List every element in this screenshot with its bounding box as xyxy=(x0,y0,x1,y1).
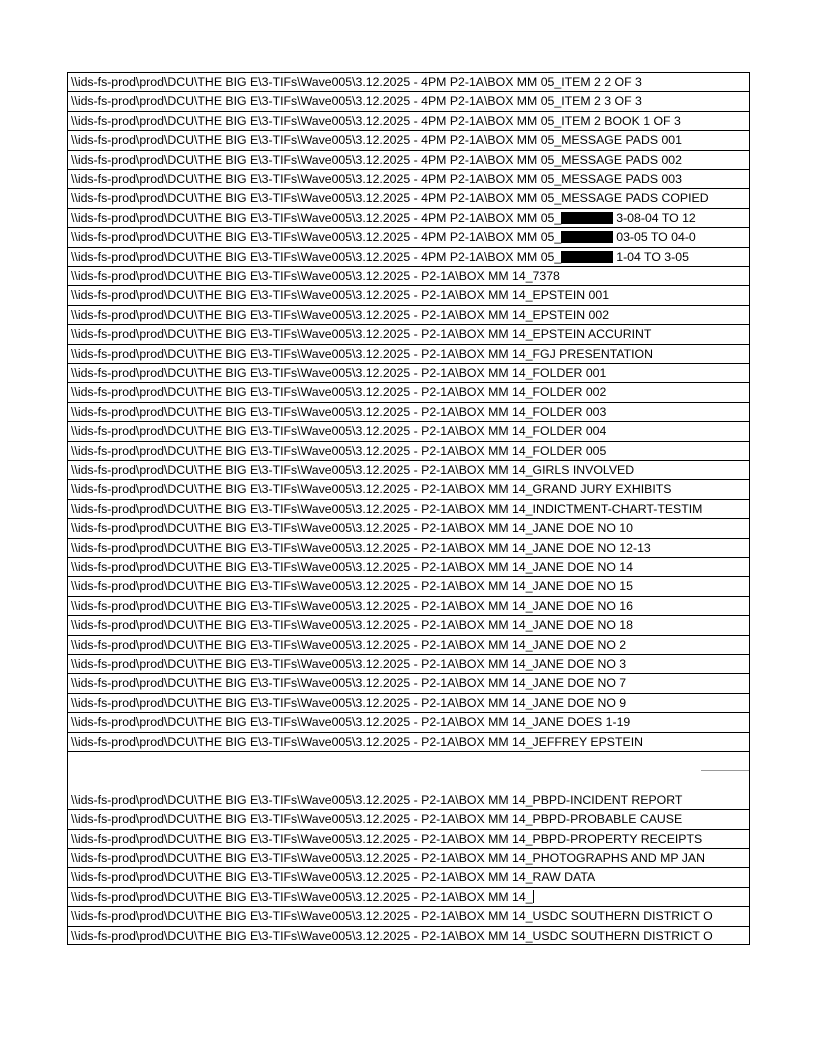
redaction-box xyxy=(561,251,613,263)
path-text: \\ids-fs-prod\prod\DCU\THE BIG E\3-TIFs\Wave005\3.12.2025 - P2-1A\BOX MM 14_JANE DOE NO 9 xyxy=(71,695,627,710)
table-row xyxy=(68,636,750,655)
table-row xyxy=(68,888,750,907)
table-row xyxy=(68,345,750,364)
path-text: \\ids-fs-prod\prod\DCU\THE BIG E\3-TIFs\Wave005\3.12.2025 - 4PM P2-1A\BOX MM 05_MESSAGE PADS COPIED xyxy=(71,191,709,206)
table-row xyxy=(68,325,750,344)
table-row xyxy=(68,131,750,150)
path-text: \\ids-fs-prod\prod\DCU\THE BIG E\3-TIFs\Wave005\3.12.2025 - P2-1A\BOX MM 14_JANE DOE NO 3 xyxy=(71,657,627,671)
path-suffix: 1-04 TO 3-05 xyxy=(616,249,689,264)
path-text: \\ids-fs-prod\prod\DCU\THE BIG E\3-TIFs\Wave005\3.12.2025 - 4PM P2-1A\BOX MM 05_MESSAGE PADS 003 xyxy=(71,172,682,186)
table-row xyxy=(68,810,750,829)
table-row xyxy=(68,461,750,480)
table-row xyxy=(68,868,750,887)
table-row xyxy=(68,306,750,325)
path-text: \\ids-fs-prod\prod\DCU\THE BIG E\3-TIFs\Wave005\3.12.2025 - 4PM P2-1A\BOX MM 05_ITEM 2 BOOK 1 OF 3 xyxy=(71,113,681,128)
path-text: \\ids-fs-prod\prod\DCU\THE BIG E\3-TIFs\Wave005\3.12.2025 - P2-1A\BOX MM 14_JANE DOE NO 10 xyxy=(71,521,633,536)
table-row xyxy=(68,422,750,441)
table-row xyxy=(68,267,750,286)
table-row xyxy=(68,403,750,422)
table-row xyxy=(68,364,750,383)
table-row xyxy=(68,694,750,713)
path-text: \\ids-fs-prod\prod\DCU\THE BIG E\3-TIFs\Wave005\3.12.2025 - P2-1A\BOX MM 14_JANE DOE NO 12-13 xyxy=(71,540,651,555)
path-text: \\ids-fs-prod\prod\DCU\THE BIG E\3-TIFs\Wave005\3.12.2025 - 4PM P2-1A\BOX MM 05_MESSAGE PADS 001 xyxy=(71,133,682,148)
path-text: \\ids-fs-prod\prod\DCU\THE BIG E\3-TIFs\Wave005\3.12.2025 - P2-1A\BOX MM 14_JANE DOES 1-19 xyxy=(71,715,631,730)
table-row xyxy=(68,655,750,674)
path-text: \\ids-fs-prod\prod\DCU\THE BIG E\3-TIFs\Wave005\3.12.2025 - P2-1A\BOX MM 14_FOLDER 003 xyxy=(71,404,607,419)
table-row xyxy=(68,248,750,267)
table-row xyxy=(68,500,750,519)
text-cursor xyxy=(533,890,534,903)
table-row xyxy=(68,442,750,461)
file-path-table xyxy=(67,72,750,945)
blank-row xyxy=(68,771,750,790)
table-row xyxy=(68,170,750,189)
path-text: \\ids-fs-prod\prod\DCU\THE BIG E\3-TIFs\Wave005\3.12.2025 - P2-1A\BOX MM 14_PBPD-PROBABLE CAUSE xyxy=(71,812,683,827)
path-text: \\ids-fs-prod\prod\DCU\THE BIG E\3-TIFs\Wave005\3.12.2025 - 4PM P2-1A\BOX MM 05_MESSAGE PADS 002 xyxy=(71,152,682,167)
path-text: \\ids-fs-prod\prod\DCU\THE BIG E\3-TIFs\Wave005\3.12.2025 - 4PM P2-1A\BOX MM 05_ITEM 2 3 OF 3 xyxy=(71,94,642,109)
path-text: \\ids-fs-prod\prod\DCU\THE BIG E\3-TIFs\Wave005\3.12.2025 - P2-1A\BOX MM 14_JANE DOE NO 2 xyxy=(71,637,627,652)
path-text: \\ids-fs-prod\prod\DCU\THE BIG E\3-TIFs\Wave005\3.12.2025 - P2-1A\BOX MM 14_JANE DOE NO 14 xyxy=(71,560,633,574)
table-row xyxy=(68,791,750,810)
path-text: \\ids-fs-prod\prod\DCU\THE BIG E\3-TIFs\Wave005\3.12.2025 - P2-1A\BOX MM 14_7378 xyxy=(71,269,560,283)
table-row xyxy=(68,849,750,868)
path-text: \\ids-fs-prod\prod\DCU\THE BIG E\3-TIFs\Wave005\3.12.2025 - 4PM P2-1A\BOX MM 05_ xyxy=(71,249,562,264)
path-text: \\ids-fs-prod\prod\DCU\THE BIG E\3-TIFs\Wave005\3.12.2025 - P2-1A\BOX MM 14_GRAND JURY EXHIBITS xyxy=(71,482,672,497)
path-text: \\ids-fs-prod\prod\DCU\THE BIG E\3-TIFs\Wave005\3.12.2025 - P2-1A\BOX MM 14_JANE DOE NO 16 xyxy=(71,598,633,613)
table-row xyxy=(68,674,750,693)
table-row xyxy=(68,519,750,538)
path-text: \\ids-fs-prod\prod\DCU\THE BIG E\3-TIFs\Wave005\3.12.2025 - P2-1A\BOX MM 14_USDC SOUTHERN DISTRICT O xyxy=(71,909,713,924)
path-text: \\ids-fs-prod\prod\DCU\THE BIG E\3-TIFs\Wave005\3.12.2025 - P2-1A\BOX MM 14_FOLDER 001 xyxy=(71,366,607,380)
table-row xyxy=(68,558,750,577)
table-row xyxy=(68,577,750,596)
redaction-box xyxy=(561,231,613,243)
path-text: \\ids-fs-prod\prod\DCU\THE BIG E\3-TIFs\Wave005\3.12.2025 - P2-1A\BOX MM 14_RAW DATA xyxy=(71,870,596,885)
table-row xyxy=(68,112,750,131)
path-text: \\ids-fs-prod\prod\DCU\THE BIG E\3-TIFs\Wave005\3.12.2025 - P2-1A\BOX MM 14_EPSTEIN ACCURINT xyxy=(71,327,652,342)
table-row xyxy=(68,189,750,208)
blank-row xyxy=(68,752,750,771)
path-text: \\ids-fs-prod\prod\DCU\THE BIG E\3-TIFs\Wave005\3.12.2025 - P2-1A\BOX MM 14_FOLDER 005 xyxy=(71,443,607,458)
path-text: \\ids-fs-prod\prod\DCU\THE BIG E\3-TIFs\Wave005\3.12.2025 - P2-1A\BOX MM 14_PHOTOGRAPHS AND MP JAN xyxy=(71,851,705,865)
path-text: \\ids-fs-prod\prod\DCU\THE BIG E\3-TIFs\Wave005\3.12.2025 - P2-1A\BOX MM 14_PBPD-INCIDENT REPORT xyxy=(71,792,683,807)
table-row xyxy=(68,92,750,111)
blank-row-divider xyxy=(701,770,750,771)
path-text: \\ids-fs-prod\prod\DCU\THE BIG E\3-TIFs\Wave005\3.12.2025 - P2-1A\BOX MM 14_GIRLS INVOLVED xyxy=(71,463,635,477)
path-text: \\ids-fs-prod\prod\DCU\THE BIG E\3-TIFs\Wave005\3.12.2025 - P2-1A\BOX MM 14_ xyxy=(71,889,533,904)
path-text: \\ids-fs-prod\prod\DCU\THE BIG E\3-TIFs\Wave005\3.12.2025 - P2-1A\BOX MM 14_INDICTMENT-CHART-TESTIM xyxy=(71,501,703,516)
table-row xyxy=(68,480,750,499)
path-text: \\ids-fs-prod\prod\DCU\THE BIG E\3-TIFs\Wave005\3.12.2025 - P2-1A\BOX MM 14_EPSTEIN 002 xyxy=(71,307,610,322)
table-row xyxy=(68,383,750,402)
path-text: \\ids-fs-prod\prod\DCU\THE BIG E\3-TIFs\Wave005\3.12.2025 - P2-1A\BOX MM 14_JANE DOE NO 18 xyxy=(71,618,633,633)
table-row xyxy=(68,616,750,635)
table-row xyxy=(68,927,750,945)
table-row xyxy=(68,228,750,247)
table-row xyxy=(68,713,750,732)
path-suffix: 3-08-04 TO 12 xyxy=(616,210,696,225)
path-text: \\ids-fs-prod\prod\DCU\THE BIG E\3-TIFs\Wave005\3.12.2025 - P2-1A\BOX MM 14_FGJ PRESENTATION xyxy=(71,346,653,361)
path-text: \\ids-fs-prod\prod\DCU\THE BIG E\3-TIFs\Wave005\3.12.2025 - 4PM P2-1A\BOX MM 05_ xyxy=(71,210,562,225)
redaction-box xyxy=(561,212,613,224)
path-text: \\ids-fs-prod\prod\DCU\THE BIG E\3-TIFs\Wave005\3.12.2025 - P2-1A\BOX MM 14_JANE DOE NO 15 xyxy=(71,579,633,594)
table-row xyxy=(68,907,750,926)
path-text: \\ids-fs-prod\prod\DCU\THE BIG E\3-TIFs\Wave005\3.12.2025 - P2-1A\BOX MM 14_FOLDER 004 xyxy=(71,424,607,439)
table-row xyxy=(68,73,750,92)
path-text: \\ids-fs-prod\prod\DCU\THE BIG E\3-TIFs\Wave005\3.12.2025 - 4PM P2-1A\BOX MM 05_ xyxy=(71,230,562,245)
path-text: \\ids-fs-prod\prod\DCU\THE BIG E\3-TIFs\Wave005\3.12.2025 - 4PM P2-1A\BOX MM 05_ITEM 2 2 OF 3 xyxy=(71,75,642,89)
path-text: \\ids-fs-prod\prod\DCU\THE BIG E\3-TIFs\Wave005\3.12.2025 - P2-1A\BOX MM 14_EPSTEIN 001 xyxy=(71,288,610,303)
table-row xyxy=(68,539,750,558)
table-row xyxy=(68,151,750,170)
path-text: \\ids-fs-prod\prod\DCU\THE BIG E\3-TIFs\Wave005\3.12.2025 - P2-1A\BOX MM 14_USDC SOUTHERN DISTRICT O xyxy=(71,928,713,943)
table-row xyxy=(68,209,750,228)
table-row xyxy=(68,286,750,305)
table-row xyxy=(68,830,750,849)
path-text: \\ids-fs-prod\prod\DCU\THE BIG E\3-TIFs\Wave005\3.12.2025 - P2-1A\BOX MM 14_PBPD-PROPERTY RECEIPTS xyxy=(71,831,703,846)
table-row xyxy=(68,733,750,752)
table-row xyxy=(68,597,750,616)
path-text: \\ids-fs-prod\prod\DCU\THE BIG E\3-TIFs\Wave005\3.12.2025 - P2-1A\BOX MM 14_JEFFREY EPSTEIN xyxy=(71,734,643,749)
path-text: \\ids-fs-prod\prod\DCU\THE BIG E\3-TIFs\Wave005\3.12.2025 - P2-1A\BOX MM 14_FOLDER 002 xyxy=(71,385,607,400)
path-suffix: 03-05 TO 04-0 xyxy=(616,230,696,245)
path-text: \\ids-fs-prod\prod\DCU\THE BIG E\3-TIFs\Wave005\3.12.2025 - P2-1A\BOX MM 14_JANE DOE NO 7 xyxy=(71,676,627,691)
